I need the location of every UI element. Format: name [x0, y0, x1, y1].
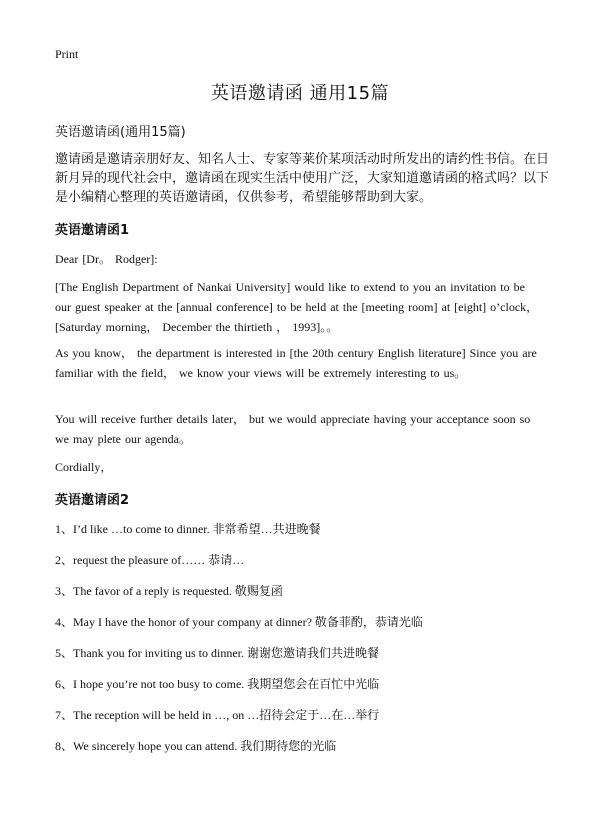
letter-paragraph-2: As you know， the department is interested in [the 20th century English literature] Since you are familiar with the field， we know your views will be extremely interesting to us。 [55, 346, 537, 380]
list-item: 4、May I have the honor of your company at dinner? 敬备菲酌，恭请光临 [55, 615, 423, 629]
intro-paragraph: 邀请函是邀请亲朋好友、知名人士、专家等莱价某项活动时所发出的请约性书信。在日新月异的现代社会中，邀请函在现实生活中使用广泛，大家知道邀请函的格式吗？以下是小编精心整理的英语邀请函，仅供参考，希望能够帮助到大家。 [55, 152, 550, 205]
document-subtitle: 英语邀请函(通用15篇) [55, 125, 186, 140]
list-item: 1、I’d like …to come to dinner. 非常希望…共进晚餐 [55, 522, 321, 536]
letter-paragraph-1: [The English Department of Nankai University] would like to extend to you an invitation to be our guest speaker at the [annual conference] to be held at the [meeting room] at [eight] o’clock， [Saturday morning， December the thirtieth ， 1993]。。 [55, 280, 539, 334]
section-heading-1: 英语邀请函1 [55, 223, 130, 238]
list-item: 8、We sincerely hope you can attend. 我们期待您的光临 [55, 739, 337, 753]
list-item: 5、Thank you for inviting us to dinner. 谢谢您邀请我们共进晚餐 [55, 646, 379, 660]
letter-paragraph-3: You will receive further details later， but we would appreciate having your acceptance soon so we may plete our agenda。 [55, 412, 531, 446]
letter-greeting: Dear [Dr。 Rodger]: [55, 252, 158, 266]
print-link[interactable]: Print [55, 47, 79, 61]
list-item: 3、The favor of a reply is requested. 敬赐复函 [55, 584, 283, 598]
section-heading-2: 英语邀请函2 [55, 493, 130, 508]
list-item: 2、request the pleasure of…… 恭请… [55, 553, 245, 567]
page-title: 英语邀请函 通用15篇 [210, 83, 390, 104]
letter-closing: Cordially， [55, 460, 113, 474]
list-item: 6、I hope you’re not too busy to come. 我期望您会在百忙中光临 [55, 677, 380, 691]
list-item: 7、The reception will be held in …, on …招待会定于…在…举行 [55, 708, 380, 722]
